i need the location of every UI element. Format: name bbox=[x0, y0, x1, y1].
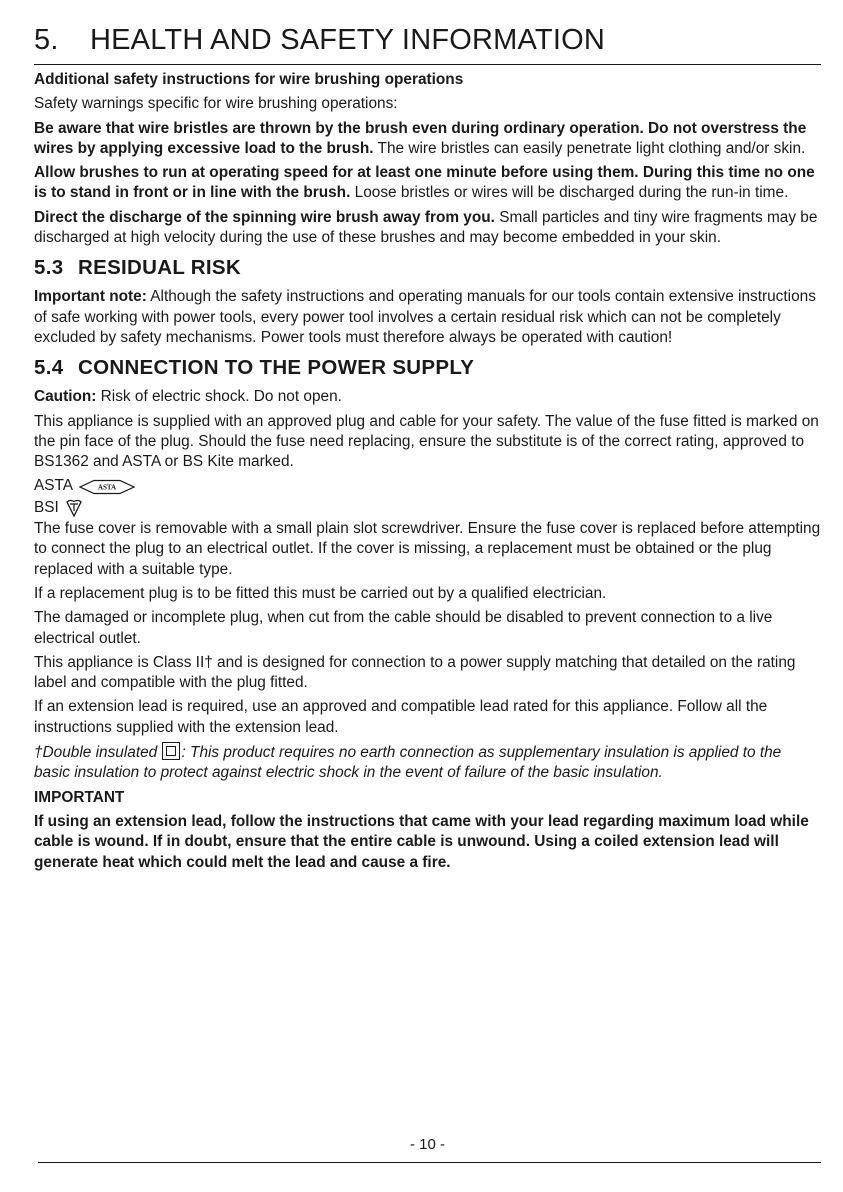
wire-paragraph-1: Be aware that wire bristles are thrown by the brush even during ordinary operation. Do not overstress the wires by applying excessive load to the brush. The wire bristles can easily penetrate light clothing and/or skin. bbox=[34, 119, 807, 157]
page-title bbox=[34, 22, 821, 65]
power-paragraph-5: This appliance is Class II† and is designed for connection to a power supply matching that detailed on the rating label and compatible with the plug fitted. bbox=[34, 653, 796, 692]
important-label: IMPORTANT bbox=[34, 788, 125, 806]
power-paragraph-2: The fuse cover is removable with a small plain slot screwdriver. Ensure the fuse cover is replaced before attempting to connect the plug to an electrical outlet. If the cover is missing, a replacement must be obtained or the plug replaced with a suitable type. bbox=[34, 520, 821, 578]
power-paragraph-1: This appliance is supplied with an approved plug and cable for your safety. The value of the fuse fitted is marked on the pin face of the plug. Should the fuse need replacing, ensure the substitute is of the correct rating, approved to BS1362 and ASTA or BS Kite marked. bbox=[34, 412, 819, 471]
double-insulated-note: †Double insulated : This product requires no earth connection as supplementary insulation is applied to the basic insulation to protect against electric shock in the event of failure of the basic insulation. bbox=[34, 744, 782, 782]
caution-line: Caution: Risk of electric shock. Do not open. bbox=[34, 388, 342, 406]
section-number: 5. bbox=[34, 24, 59, 56]
power-paragraph-6: If an extension lead is required, use an approved and compatible lead rated for this appliance. Follow all the instructions supplied with the extension lead. bbox=[34, 698, 768, 736]
wire-paragraph-2: Allow brushes to run at operating speed for at least one minute before using them. During this time no one is to stand in front or in line with the brush. Loose bristles or wires will be discharged during the run-in time. bbox=[34, 164, 815, 202]
power-supply-heading: 5.4 CONNECTION TO THE POWER SUPPLY bbox=[34, 356, 475, 380]
power-paragraph-3: If a replacement plug is to be fitted this must be carried out by a qualified electrician. bbox=[34, 584, 607, 602]
double-insulation-icon bbox=[162, 742, 180, 760]
bsi-kite-mark-icon bbox=[65, 498, 83, 518]
page-content bbox=[34, 70, 821, 877]
wire-paragraph-3: Direct the discharge of the spinning wire brush away from you. Small particles and tiny wire fragments may be discharged at high velocity during the use of these brushes and may become embedded in your skin. bbox=[34, 208, 818, 247]
page-number: - 10 - bbox=[409, 1136, 445, 1153]
section-title: HEALTH AND SAFETY INFORMATION bbox=[90, 24, 605, 56]
footer-divider bbox=[38, 1162, 821, 1163]
power-paragraph-4: The damaged or incomplete plug, when cut from the cable should be disabled to prevent connection to a live electrical outlet. bbox=[34, 609, 773, 647]
wire-brushing-heading: Additional safety instructions for wire brushing operations bbox=[34, 71, 464, 88]
bsi-line: BSI bbox=[34, 498, 821, 518]
important-text: If using an extension lead, follow the instructions that came with your lead regarding maximum load while cable is wound. If in doubt, ensure that the entire cable is unwound. Using a coiled extension lead will generate heat which could melt the lead and cause a fire. bbox=[34, 812, 809, 871]
wire-brushing-intro: Safety warnings specific for wire brushing operations: bbox=[34, 95, 398, 113]
residual-risk-heading: 5.3 RESIDUAL RISK bbox=[34, 256, 241, 280]
asta-mark-text: ASTA bbox=[97, 483, 117, 492]
asta-line: ASTA ASTA bbox=[34, 476, 821, 496]
asta-mark-icon bbox=[79, 479, 135, 495]
residual-risk-note: Important note: Although the safety instructions and operating manuals for our tools contain extensive instructions of safe working with power tools, every power tool involves a certain residual risk which can not be completely excluded by safety mechanisms. Power tools must therefore always be operated with caution! bbox=[34, 288, 816, 346]
